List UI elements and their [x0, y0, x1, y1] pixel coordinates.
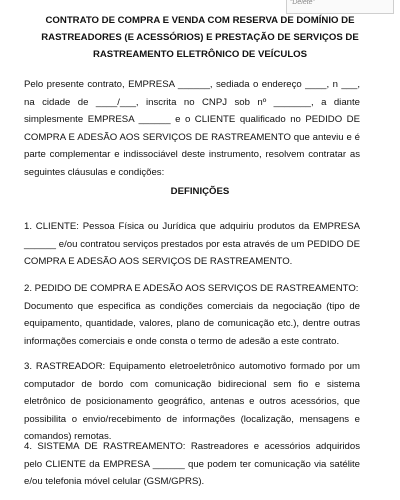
clause-sistema-text: 4. SISTEMA DE RASTREAMENTO: Rastreadores e acessórios adquiridos pelo CLIENTE da EMPRESA ______ que podem ter comunicação via satélite e/ou telefonia móvel celular (GSM/GPRS).	[24, 441, 360, 488]
document-title	[24, 12, 376, 63]
title-line-1: CONTRATO DE COMPRA E VENDA COM RESERVA DE DOMÍNIO DE	[45, 15, 355, 26]
clause-cliente	[24, 218, 360, 271]
title-line-2: RASTREADORES (E ACESSÓRIOS) E PRESTAÇÃO DE SERVIÇOS DE	[41, 32, 359, 43]
definitions-heading: DEFINIÇÕES	[170, 186, 230, 197]
clause-rastreador-text: 3. RASTREADOR: Equipamento eletroeletrônico automotivo formado por um computador de bordo com comunicação bidirecional sem fio e sistema eletrônico de posicionamento geográfico, antenas e outros acessórios, que possibilita o envio/recebimento de informações (localização, mensagens e comandos) remotas.	[24, 361, 360, 443]
clause-sistema	[24, 438, 360, 491]
clause-pedido-title: 2. PEDIDO DE COMPRA E ADESÃO AOS SERVIÇOS DE RASTREAMENTO:	[24, 283, 359, 294]
corner-note-text: “Delete”	[290, 0, 315, 6]
intro-paragraph	[24, 76, 360, 182]
clause-rastreador	[24, 358, 360, 446]
clause-cliente-text: 1. CLIENTE: Pessoa Física ou Jurídica que adquiriu produtos da EMPRESA ______ e/ou contratou serviços prestados por esta através de um PEDIDO DE COMPRA E ADESÃO AOS SERVIÇOS DE RASTREAMENTO.	[24, 221, 360, 268]
clause-pedido	[24, 280, 360, 350]
title-line-3: RASTREAMENTO ELETRÔNICO DE VEÍCULOS	[92, 49, 308, 60]
clause-pedido-text: Documento que especifica as condições comerciais da negociação (tipo de equipamento, quantidade, valores, plano de comunicação etc.), dentre outras informações comerciais e onde consta o termo de adesão a este contrato.	[24, 300, 360, 347]
intro-text: Pelo presente contrato, EMPRESA ______, sediada o endereço ____, n ___, na cidade de ____/___, inscrita no CNPJ sob nº _______, a diante simplesmente EMPRESA ______ e o CLIENTE qualificado no PEDIDO DE COMPRA E ADESÃO AOS SERVIÇOS DE RASTREAMENTO que anteviu e é parte complementar e indissociável deste instrumento, resolvem contratar as seguintes cláusulas e condições:	[24, 79, 360, 178]
